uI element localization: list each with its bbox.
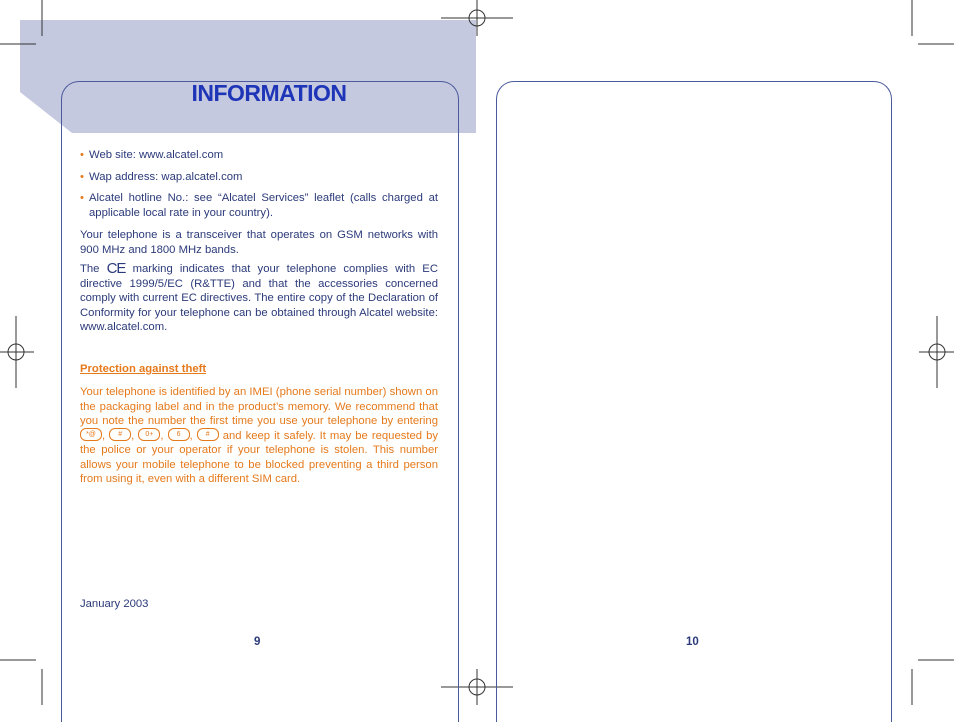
ce-paragraph bbox=[80, 262, 438, 335]
hash-key-icon: # bbox=[197, 428, 219, 441]
hash-key-icon: # bbox=[109, 428, 131, 441]
ce-text-after: marking indicates that your telephone complies with EC directive 1999/5/EC (R&TTE) and that the accessories concerned comply with current EC directives. The entire copy of the Declaration of Conformity for your telephone can be obtained through Alcatel website: www.alcatel.com. bbox=[80, 263, 438, 333]
publication-date: January 2003 bbox=[80, 598, 149, 610]
ce-text-before: The bbox=[80, 263, 100, 275]
six-key-icon: 6 bbox=[168, 428, 190, 441]
list-item: • Wap address: wap.alcatel.com bbox=[80, 170, 243, 183]
list-item: • Alcatel hotline No.: see “Alcatel Services” leaflet (calls charged at applicable local rate in your country). bbox=[80, 192, 438, 219]
page-number-left: 9 bbox=[254, 636, 261, 648]
bullet-wap-address: Wap address: wap.alcatel.com bbox=[89, 170, 243, 183]
theft-text-before: Your telephone is identified by an IMEI (phone serial number) shown on the packaging label and in the product’s memory. We recommend that you note the number the first time you use your telephone by entering bbox=[80, 386, 438, 427]
ce-mark-icon: CE bbox=[106, 260, 126, 277]
zero-key-icon: 0+ bbox=[138, 428, 160, 441]
right-page-frame bbox=[496, 81, 892, 722]
contact-bullets bbox=[80, 148, 438, 227]
gsm-paragraph: Your telephone is a transceiver that operates on GSM networks with 900 MHz and 1800 MHz bands. bbox=[80, 229, 438, 256]
page-title: INFORMATION bbox=[191, 80, 347, 106]
bullet-hotline: Alcatel hotline No.: see “Alcatel Services” leaflet (calls charged at applicable local rate in your country). bbox=[89, 192, 438, 219]
page-number-right: 10 bbox=[686, 636, 699, 648]
theft-heading: Protection against theft bbox=[80, 363, 207, 375]
theft-paragraph: Your telephone is identified by an IMEI (phone serial number) shown on the packaging label and in the product’s memory. We recommend that you note the number the first time you use your telephone by entering *@ , # , 0+ , 6 , # and keep it safely. It may be requested by the police or your operator if your telephone is stolen. This number allows your mobile telephone to be blocked preventing a third person from using it, even with a different SIM card. bbox=[80, 386, 439, 485]
bullet-web-site: Web site: www.alcatel.com bbox=[89, 149, 224, 161]
theft-text-after: and keep it safely. It may be requested by the police or your operator if your telephone is stolen. This number allows your mobile telephone to be blocked preventing a third person from using it, even with a different SIM card. bbox=[80, 429, 439, 485]
list-item: • Web site: www.alcatel.com bbox=[80, 149, 224, 161]
star-key-icon: *@ bbox=[80, 428, 102, 441]
